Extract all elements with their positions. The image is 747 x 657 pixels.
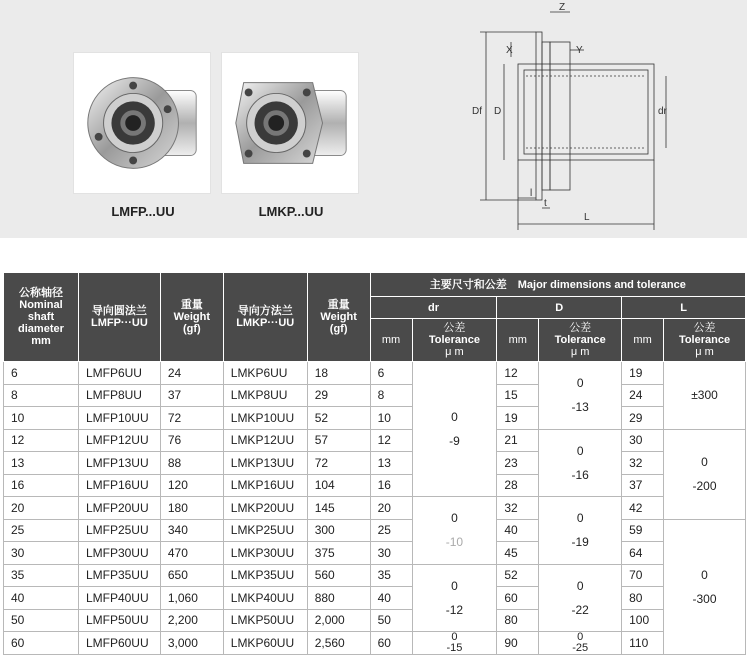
D-tolerance-group-2: 0 -16 bbox=[539, 429, 622, 497]
cell-dr: 10 bbox=[370, 407, 412, 430]
cell-L: 30 bbox=[622, 429, 664, 452]
lmkp-header: 导向方法兰 LMKP···UU bbox=[223, 273, 307, 362]
cell-nominal: 40 bbox=[4, 587, 79, 610]
cell-lmfp: LMFP6UU bbox=[78, 362, 160, 385]
table-row bbox=[4, 542, 746, 565]
cell-nominal: 60 bbox=[4, 632, 79, 655]
dr-tolerance-group-4: 0 -15 bbox=[412, 632, 497, 655]
cell-lmkp: LMKP8UU bbox=[223, 384, 307, 407]
table-row bbox=[4, 564, 746, 587]
cell-lmkp: LMKP35UU bbox=[223, 564, 307, 587]
table-row bbox=[4, 429, 746, 452]
cell-lmfp: LMFP20UU bbox=[78, 497, 160, 520]
weight1-header: 重量 Weight (gf) bbox=[160, 273, 223, 362]
cell-D: 80 bbox=[497, 609, 539, 632]
cell-nominal: 25 bbox=[4, 519, 79, 542]
cell-weight1: 24 bbox=[160, 362, 223, 385]
cell-D: 28 bbox=[497, 474, 539, 497]
cell-weight1: 340 bbox=[160, 519, 223, 542]
dr-header: dr bbox=[370, 297, 497, 319]
cell-lmkp: LMKP20UU bbox=[223, 497, 307, 520]
L-tolerance-group-1: ±300 bbox=[664, 362, 746, 430]
dr-tolerance-header: 公差 Tolerance μ m bbox=[412, 319, 497, 362]
cell-weight2: 2,560 bbox=[307, 632, 370, 655]
cell-lmkp: LMKP30UU bbox=[223, 542, 307, 565]
cell-nominal: 16 bbox=[4, 474, 79, 497]
dr-tolerance-group-1: 0 -9 bbox=[412, 362, 497, 497]
D-mm-header: mm bbox=[497, 319, 539, 362]
cell-weight2: 57 bbox=[307, 429, 370, 452]
cell-L: 59 bbox=[622, 519, 664, 542]
D-tolerance-group-4: 0 -22 bbox=[539, 564, 622, 632]
dim-dr-label: dr bbox=[658, 106, 667, 117]
cell-nominal: 30 bbox=[4, 542, 79, 565]
cell-L: 32 bbox=[622, 452, 664, 475]
lmfp-caption: LMFP...UU bbox=[111, 204, 175, 219]
cell-lmkp: LMKP40UU bbox=[223, 587, 307, 610]
L-header: L bbox=[622, 297, 746, 319]
cell-D: 45 bbox=[497, 542, 539, 565]
cell-lmkp: LMKP50UU bbox=[223, 609, 307, 632]
cell-D: 60 bbox=[497, 587, 539, 610]
L-tolerance-group-3: 0 -300 bbox=[664, 519, 746, 655]
cell-dr: 30 bbox=[370, 542, 412, 565]
dr-tolerance-group-3: 0 -12 bbox=[412, 564, 497, 632]
dim-l1-label: l bbox=[530, 188, 533, 199]
cell-D: 15 bbox=[497, 384, 539, 407]
cell-lmkp: LMKP6UU bbox=[223, 362, 307, 385]
cell-weight1: 470 bbox=[160, 542, 223, 565]
D-tolerance-group-5: 0 -25 bbox=[539, 632, 622, 655]
cell-weight2: 145 bbox=[307, 497, 370, 520]
cell-weight1: 1,060 bbox=[160, 587, 223, 610]
cell-lmkp: LMKP60UU bbox=[223, 632, 307, 655]
D-tolerance-header: 公差 Tolerance μ m bbox=[539, 319, 622, 362]
dim-d-label: D bbox=[494, 106, 502, 117]
cell-dr: 25 bbox=[370, 519, 412, 542]
lmkp-product-photo bbox=[221, 52, 359, 194]
cell-D: 23 bbox=[497, 452, 539, 475]
cell-weight1: 72 bbox=[160, 407, 223, 430]
cell-weight2: 375 bbox=[307, 542, 370, 565]
cell-D: 32 bbox=[497, 497, 539, 520]
cell-L: 24 bbox=[622, 384, 664, 407]
table-row bbox=[4, 407, 746, 430]
cell-L: 19 bbox=[622, 362, 664, 385]
cell-weight2: 29 bbox=[307, 384, 370, 407]
lmfp-product-photo bbox=[73, 52, 211, 194]
cell-nominal: 50 bbox=[4, 609, 79, 632]
cell-weight1: 37 bbox=[160, 384, 223, 407]
table-row bbox=[4, 632, 746, 655]
cell-lmkp: LMKP25UU bbox=[223, 519, 307, 542]
cell-weight1: 3,000 bbox=[160, 632, 223, 655]
table-body bbox=[4, 362, 746, 655]
cell-D: 40 bbox=[497, 519, 539, 542]
cell-L: 80 bbox=[622, 587, 664, 610]
cell-L: 37 bbox=[622, 474, 664, 497]
table-row bbox=[4, 519, 746, 542]
cell-weight2: 72 bbox=[307, 452, 370, 475]
major-dimensions-header: 主要尺寸和公差 Major dimensions and tolerance bbox=[370, 273, 745, 297]
table-row bbox=[4, 384, 746, 407]
cell-lmfp: LMFP40UU bbox=[78, 587, 160, 610]
cell-dr: 13 bbox=[370, 452, 412, 475]
cell-weight2: 2,000 bbox=[307, 609, 370, 632]
cell-lmfp: LMFP10UU bbox=[78, 407, 160, 430]
cell-lmfp: LMFP30UU bbox=[78, 542, 160, 565]
cell-weight2: 880 bbox=[307, 587, 370, 610]
dim-df-label: Df bbox=[472, 106, 482, 117]
cell-lmfp: LMFP12UU bbox=[78, 429, 160, 452]
weight2-header: 重量 Weight (gf) bbox=[307, 273, 370, 362]
cell-weight2: 560 bbox=[307, 564, 370, 587]
cell-nominal: 13 bbox=[4, 452, 79, 475]
lmkp-caption: LMKP...UU bbox=[258, 204, 324, 219]
D-header: D bbox=[497, 297, 622, 319]
cell-D: 52 bbox=[497, 564, 539, 587]
technical-drawing bbox=[466, 2, 676, 232]
cell-weight1: 88 bbox=[160, 452, 223, 475]
cell-L: 29 bbox=[622, 407, 664, 430]
table-row bbox=[4, 452, 746, 475]
L-tolerance-header: 公差 Tolerance μ m bbox=[664, 319, 746, 362]
cell-lmfp: LMFP50UU bbox=[78, 609, 160, 632]
cell-lmkp: LMKP13UU bbox=[223, 452, 307, 475]
cell-weight1: 180 bbox=[160, 497, 223, 520]
cell-lmfp: LMFP8UU bbox=[78, 384, 160, 407]
cell-lmfp: LMFP60UU bbox=[78, 632, 160, 655]
cell-weight1: 2,200 bbox=[160, 609, 223, 632]
cell-dr: 8 bbox=[370, 384, 412, 407]
cell-D: 19 bbox=[497, 407, 539, 430]
cell-lmkp: LMKP10UU bbox=[223, 407, 307, 430]
cell-weight1: 650 bbox=[160, 564, 223, 587]
cell-L: 110 bbox=[622, 632, 664, 655]
cell-lmfp: LMFP16UU bbox=[78, 474, 160, 497]
cell-L: 64 bbox=[622, 542, 664, 565]
table-row bbox=[4, 474, 746, 497]
cell-dr: 6 bbox=[370, 362, 412, 385]
L-tolerance-group-2: 0 -200 bbox=[664, 429, 746, 519]
cell-lmkp: LMKP12UU bbox=[223, 429, 307, 452]
cell-D: 12 bbox=[497, 362, 539, 385]
cell-dr: 16 bbox=[370, 474, 412, 497]
dim-x-label: X bbox=[506, 45, 513, 56]
dimension-table bbox=[3, 272, 746, 655]
cell-D: 90 bbox=[497, 632, 539, 655]
cell-dr: 60 bbox=[370, 632, 412, 655]
product-banner bbox=[0, 0, 747, 238]
cell-weight1: 120 bbox=[160, 474, 223, 497]
L-mm-header: mm bbox=[622, 319, 664, 362]
dim-z-label: Z bbox=[559, 2, 566, 13]
cell-lmfp: LMFP13UU bbox=[78, 452, 160, 475]
dr-mm-header: mm bbox=[370, 319, 412, 362]
dr-tolerance-group-2: 0 -10 bbox=[412, 497, 497, 565]
nominal-header: 公称轴径 Nominal shaft diameter mm bbox=[4, 273, 79, 362]
cell-L: 100 bbox=[622, 609, 664, 632]
cell-nominal: 8 bbox=[4, 384, 79, 407]
cell-weight1: 76 bbox=[160, 429, 223, 452]
cell-dr: 40 bbox=[370, 587, 412, 610]
cell-lmfp: LMFP35UU bbox=[78, 564, 160, 587]
cell-weight2: 104 bbox=[307, 474, 370, 497]
table-row bbox=[4, 362, 746, 385]
cell-nominal: 6 bbox=[4, 362, 79, 385]
cell-nominal: 12 bbox=[4, 429, 79, 452]
cell-L: 70 bbox=[622, 564, 664, 587]
dim-t-label: t bbox=[544, 198, 547, 209]
D-tolerance-group-3: 0 -19 bbox=[539, 497, 622, 565]
cell-lmfp: LMFP25UU bbox=[78, 519, 160, 542]
cell-weight2: 52 bbox=[307, 407, 370, 430]
table-row bbox=[4, 497, 746, 520]
table-row bbox=[4, 587, 746, 610]
cell-weight2: 300 bbox=[307, 519, 370, 542]
D-tolerance-group-1: 0 -13 bbox=[539, 362, 622, 430]
lmfp-header: 导向圆法兰 LMFP···UU bbox=[78, 273, 160, 362]
cell-nominal: 35 bbox=[4, 564, 79, 587]
cell-dr: 12 bbox=[370, 429, 412, 452]
cell-L: 42 bbox=[622, 497, 664, 520]
cell-dr: 20 bbox=[370, 497, 412, 520]
cell-nominal: 10 bbox=[4, 407, 79, 430]
cell-dr: 35 bbox=[370, 564, 412, 587]
cell-weight2: 18 bbox=[307, 362, 370, 385]
dim-y-label: Y bbox=[576, 45, 583, 56]
cell-dr: 50 bbox=[370, 609, 412, 632]
cell-nominal: 20 bbox=[4, 497, 79, 520]
cell-D: 21 bbox=[497, 429, 539, 452]
table-row bbox=[4, 609, 746, 632]
cell-lmkp: LMKP16UU bbox=[223, 474, 307, 497]
dim-l-label: L bbox=[584, 212, 590, 223]
